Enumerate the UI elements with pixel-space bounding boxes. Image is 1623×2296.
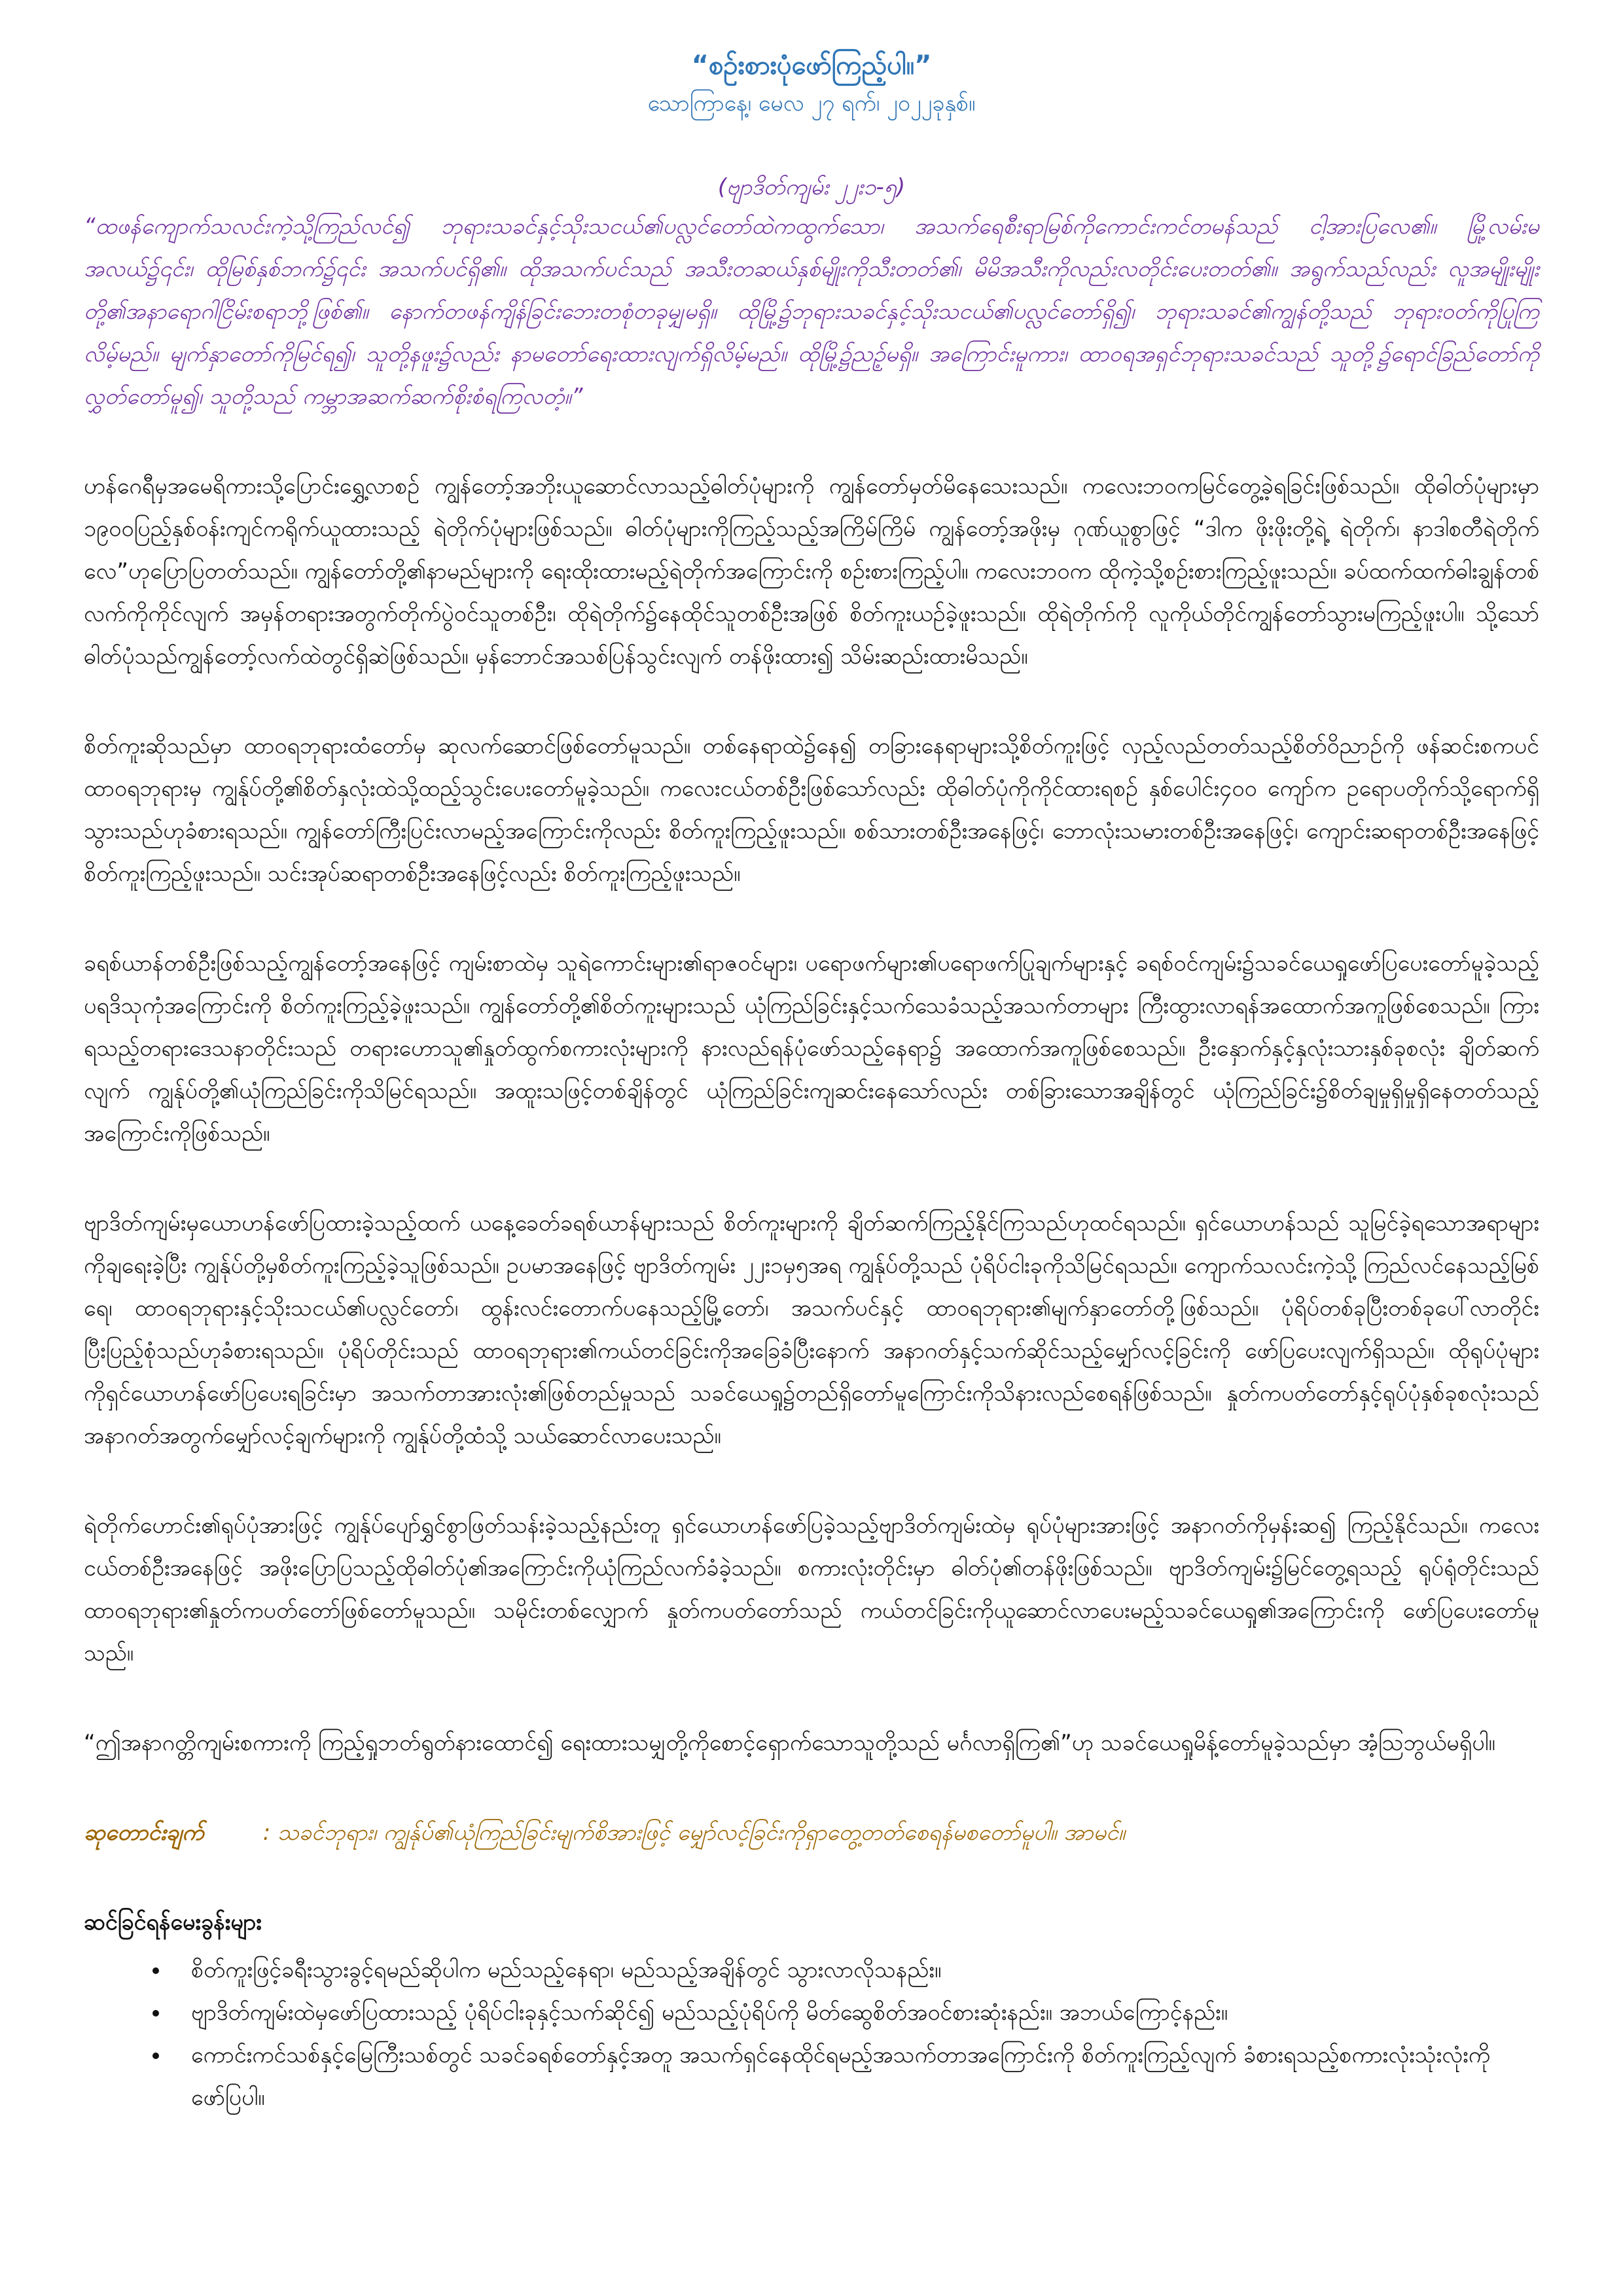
question-item: • စိတ်ကူးဖြင့်ခရီးသွားခွင့်ရမည်ဆိုပါက မည်သည့်နေရာ၊ မည်သည့်အချိန်တွင် သွားလာလိုသနည်း။: [170, 1949, 1539, 1992]
scripture-quote: “ထဖန်ကျောက်သလင်းကဲ့သို့ကြည်လင်၍ ဘုရားသခင်နှင့်သိုးသငယ်၏ပလ္လင်တော်ထဲကထွက်သော၊ အသက်ရေစီးရာမြစ်ကိုကောင်းကင်တမန်သည် ငါ့အားပြလေ၏။ မြို့လမ်းမအလယ်၌၎င်း၊ ထိုမြစ်နှစ်ဘက်၌၎င်း အသက်ပင်ရှိ၏။ ထိုအသက်ပင်သည် အသီးတဆယ်နှစ်မျိုးကိုသီးတတ်၏၊ မိမိအသီးကိုလည်းလတိုင်းပေးတတ်၏။ အရွက်သည်လည်း လူအမျိုးမျိုးတို့၏အနာရောဂါငြိမ်းစရာဘို့ဖြစ်၏။ နောက်တဖန်ကျိန်ခြင်းဘေးတစုံတခုမျှမရှိ။ ထိုမြို့၌ဘုရားသခင်နှင့်သိုးသငယ်၏ပလ္လင်တော်ရှိ၍၊ ဘုရားသခင်၏ကျွန်တို့သည် ဘုရားဝတ်ကိုပြုကြလိမ့်မည်။ မျက်နှာတော်ကိုမြင်ရ၍၊ သူတို့နဖူး၌လည်း နာမတော်ရေးထားလျက်ရှိလိမ့်မည်။ ထိုမြို့၌ညဉ့်မရှိ။ အကြောင်းမူကား၊ ထာဝရအရှင်ဘုရားသခင်သည် သူတို့၌ရောင်ခြည်တော်ကိုလွှတ်တော်မူ၍၊ သူတို့သည် ကမ္ဘာအဆက်ဆက်စိုးစံရကြလတံ့။”: [84, 213, 1539, 410]
question-item: • ဗျာဒိတ်ကျမ်းထဲမှဖော်ပြထားသည့် ပုံရိပ်ငါးခုနှင့်သက်ဆိုင်၍ မည်သည့်ပုံရိပ်ကို မိတ်ဆွေစိတ်အဝင်စားဆုံးနည်း။ အဘယ်ကြောင့်နည်း။: [170, 1992, 1539, 2034]
questions-heading: ဆင်ခြင်ရန်မေးခွန်းများ: [84, 1909, 262, 1935]
body-paragraph-6: “ဤအနာဂတ္တိကျမ်းစကားကို ကြည့်ရှုဘတ်ရွတ်နားထောင်၍ ရေးထားသမျှတို့ကိုစောင့်ရှောက်သောသူတို့သည် မင်္ဂလာရှိကြ၏”ဟု သခင်ယေရှုမိန့်တော်မူခဲ့သည်မှာ အံ့သြဘွယ်မရှိပါ။: [84, 1730, 1495, 1756]
body-paragraph-1: ဟန်ဂေရီမှအမေရိကားသို့ပြောင်းရွှေ့လာစဉ် ကျွန်တော့်အဘိုးယူဆောင်လာသည့်ဓါတ်ပုံများကို ကျွန်တော်မှတ်မိနေသေးသည်။ ကလေးဘဝကမြင်တွေ့ခဲ့ရခြင်းဖြစ်သည်။ ထိုဓါတ်ပုံများမှာ ၁၉၀၀ပြည့်နှစ်ဝန်းကျင်ကရိုက်ယူထားသည့် ရဲတိုက်ပုံများဖြစ်သည်။ ဓါတ်ပုံများကိုကြည့်သည့်အကြိမ်ကြိမ် ကျွန်တော့်အဖိုးမှ ဂုဏ်ယူစွာဖြင့် “ဒါက ဖိုးဖိုးတို့ရဲ့ ရဲတိုက်၊ နာဒါစတီရဲတိုက်လေ”ဟုပြောပြတတ်သည်။ ကျွန်တော်တို့၏နာမည်များကို ရေးထိုးထားမည့်ရဲတိုက်အကြောင်းကို စဉ်းစားကြည့်ပါ။ ကလေးဘဝက ထိုကဲ့သို့စဉ်းစားကြည့်ဖူးသည်။ ခပ်ထက်ထက်ဓါးချွန်တစ်လက်ကိုကိုင်လျက် အမှန်တရားအတွက်တိုက်ပွဲဝင်သူတစ်ဦး၊ ထိုရဲတိုက်၌နေထိုင်သူတစ်ဦးအဖြစ် စိတ်ကူးယဉ်ခဲ့ဖူးသည်။ ထိုရဲတိုက်ကို လူကိုယ်တိုင်ကျွန်တော်သွားမကြည့်ဖူးပါ။ သို့သော်ဓါတ်ပုံသည်ကျွန်တော့်လက်ထဲတွင်ရှိဆဲဖြစ်သည်။ မှန်ဘောင်အသစ်ပြန်သွင်းလျက် တန်ဖိုးထား၍ သိမ်းဆည်းထားမိသည်။: [84, 473, 1539, 670]
page-title: “စဉ်းစားပုံဖော်ကြည့်ပါ။”: [691, 50, 932, 81]
prayer-label: ဆုတောင်းချက်: [84, 1820, 204, 1846]
questions-list: [84, 1949, 1539, 2119]
body-paragraph-2: စိတ်ကူးဆိုသည်မှာ ထာဝရဘုရားထံတော်မှ ဆုလက်ဆောင်ဖြစ်တော်မူသည်။ တစ်နေရာထဲ၌နေ၍ တခြားနေရာများသို့စိတ်ကူးဖြင့် လှည့်လည်တတ်သည့်စိတ်ဝိညာဉ်ကို ဖန်ဆင်းစကပင် ထာဝရဘုရားမှ ကျွန်ုပ်တို့၏စိတ်နှလုံးထဲသို့ထည့်သွင်းပေးတော်မူခဲ့သည်။ ကလေးငယ်တစ်ဦးဖြစ်သော်လည်း ထိုဓါတ်ပုံကိုကိုင်ထားရစဉ် နှစ်ပေါင်း၄၀၀ ကျော်က ဥရောပတိုက်သို့ရောက်ရှိသွားသည်ဟုခံစားရသည်။ ကျွန်တော်ကြီးပြင်းလာမည့်အကြောင်းကိုလည်း စိတ်ကူးကြည့်ဖူးသည်။ စစ်သားတစ်ဦးအနေဖြင့်၊ ဘောလုံးသမားတစ်ဦးအနေဖြင့်၊ ကျောင်းဆရာတစ်ဦးအနေဖြင့်စိတ်ကူးကြည့်ဖူးသည်။ သင်းအုပ်ဆရာတစ်ဦးအနေဖြင့်လည်း စိတ်ကူးကြည့်ဖူးသည်။: [84, 733, 1539, 887]
body-paragraph-3: ခရစ်ယာန်တစ်ဦးဖြစ်သည့်ကျွန်တော့်အနေဖြင့် ကျမ်းစာထဲမှ သူရဲကောင်းများ၏ရာဇဝင်များ၊ ပရောဖက်များ၏ပရောဖက်ပြုချက်များနှင့် ခရစ်ဝင်ကျမ်း၌သခင်ယေရှုဖော်ပြပေးတော်မူခဲ့သည့် ပရဒိသုကုံအကြောင်းကို စိတ်ကူးကြည့်ခဲ့ဖူးသည်။ ကျွန်တော်တို့၏စိတ်ကူးများသည် ယုံကြည်ခြင်းနှင့်သက်သေခံသည့်အသက်တာများ ကြီးထွားလာရန်အထောက်အကူဖြစ်စေသည်။ ကြားရသည့်တရားဒေသနာတိုင်းသည် တရားဟောသူ၏နှုတ်ထွက်စကားလုံးများကို နားလည်ရန်ပုံဖော်သည့်နေရာ၌ အထောက်အကူဖြစ်စေသည်။ ဦးနှောက်နှင့်နှလုံးသားနှစ်ခုစလုံး ချိတ်ဆက်လျက် ကျွန်ုပ်တို့၏ယုံကြည်ခြင်းကိုသိမြင်ရသည်။ အထူးသဖြင့်တစ်ချိန်တွင် ယုံကြည်ခြင်းကျဆင်းနေသော်လည်း တစ်ခြားသောအချိန်တွင် ယုံကြည်ခြင်း၌စိတ်ချမှုရှိမှုရှိနေတတ်သည့်အကြောင်းကိုဖြစ်သည်။: [84, 950, 1539, 1147]
prayer-block: [84, 1812, 1539, 1854]
question-item: • ကောင်းကင်သစ်နှင့်မြေကြီးသစ်တွင် သခင်ခရစ်တော်နှင့်အတူ အသက်ရှင်နေထိုင်ရမည့်အသက်တာအကြောင်းကို စိတ်ကူးကြည့်လျက် ခံစားရသည့်စကားလုံးသုံးလုံးကိုဖော်ပြပါ။: [170, 2034, 1539, 2119]
body-paragraph-5: ရဲတိုက်ဟောင်း၏ရုပ်ပုံအားဖြင့် ကျွန်ုပ်ပျော်ရွှင်စွာဖြတ်သန်းခဲ့သည့်နည်းတူ ရှင်ယောဟန်ဖော်ပြခဲ့သည့်ဗျာဒိတ်ကျမ်းထဲမှ ရုပ်ပုံများအားဖြင့် အနာဂတ်ကိုမှန်းဆ၍ ကြည့်နိုင်သည်။ ကလေးငယ်တစ်ဦးအနေဖြင့် အဖိုးပြောပြသည့်ထိုဓါတ်ပုံ၏အကြောင်းကိုယုံကြည်လက်ခံခဲ့သည်။ စကားလုံးတိုင်းမှာ ဓါတ်ပုံ၏တန်ဖိုးဖြစ်သည်။ ဗျာဒိတ်ကျမ်း၌မြင်တွေ့ရသည့် ရုပ်ရုံတိုင်းသည် ထာဝရဘုရား၏နှုတ်ကပတ်တော်ဖြစ်တော်မူသည်။ သမိုင်းတစ်လျှောက် နှုတ်ကပတ်တော်သည် ကယ်တင်ခြင်းကိုယူဆောင်လာပေးမည့်သခင်ယေရှု၏အကြောင်းကို ဖော်ပြပေးတော်မူသည်။: [84, 1513, 1539, 1666]
body-paragraph-4: ဗျာဒိတ်ကျမ်းမှယောဟန်ဖော်ပြထားခဲ့သည့်ထက် ယနေ့ခေတ်ခရစ်ယာန်များသည် စိတ်ကူးများကို ချိတ်ဆက်ကြည့်နိုင်ကြသည်ဟုထင်ရသည်။ ရှင်ယောဟန်သည် သူမြင်ခဲ့ရသောအရာများကိုချရေးခဲ့ပြီး ကျွန်ုပ်တို့မှစိတ်ကူးကြည့်ခဲ့သူဖြစ်သည်။ ဥပမာအနေဖြင့် ဗျာဒိတ်ကျမ်း ၂၂း၁မှ၅အရ ကျွန်ုပ်တို့သည် ပုံရိပ်ငါးခုကိုသိမြင်ရသည်။ ကျောက်သလင်းကဲ့သို့ ကြည်လင်နေသည့်မြစ်ရေ၊ ထာဝရဘုရားနှင့်သိုးသငယ်၏ပလ္လင်တော်၊ ထွန်းလင်းတောက်ပနေသည့်မြို့တော်၊ အသက်ပင်နှင့် ထာဝရဘုရား၏မျက်နှာတော်တို့ဖြစ်သည်။ ပုံရိပ်တစ်ခုပြီးတစ်ခုပေါ်လာတိုင်း ပြီးပြည့်စုံသည်ဟုခံစားရသည်။ ပုံရိပ်တိုင်းသည် ထာဝရဘုရား၏ကယ်တင်ခြင်းကိုအခြေခံပြီးနောက် အနာဂတ်နှင့်သက်ဆိုင်သည့်မျှော်လင့်ခြင်းကို ဖော်ပြပေးလျက်ရှိသည်။ ထိုရုပ်ပုံများကိုရှင်ယောဟန်ဖော်ပြပေးရခြင်းမှာ အသက်တာအားလုံး၏ဖြစ်တည်မှုသည် သခင်ယေရှု၌တည်ရှိတော်မူကြောင်းကိုသိနားလည်စေရန်ဖြစ်သည်။ နှုတ်ကပတ်တော်နှင့်ရုပ်ပုံနှစ်ခုစလုံးသည် အနာဂတ်အတွက်မျှော်လင့်ချက်များကို ကျွန်ုပ်တို့ထံသို့ သယ်ဆောင်လာပေးသည်။: [84, 1210, 1539, 1449]
dateline: သောကြာနေ့၊ မေလ ၂၇ ရက်၊ ၂၀၂၂ခုနှစ်။: [647, 90, 976, 117]
prayer-text: : သခင်ဘုရား၊ ကျွန်ုပ်၏ယုံကြည်ခြင်းမျက်စိအားဖြင့် မျှော်လင့်ခြင်းကိုရှာတွေ့တတ်စေရန်မစတော်မူပါ။ အာမင်။: [262, 1820, 1126, 1846]
scripture-reference: (ဗျာဒိတ်ကျမ်း ၂၂း၁-၅): [717, 174, 906, 200]
devotional-page: [84, 46, 1539, 2119]
